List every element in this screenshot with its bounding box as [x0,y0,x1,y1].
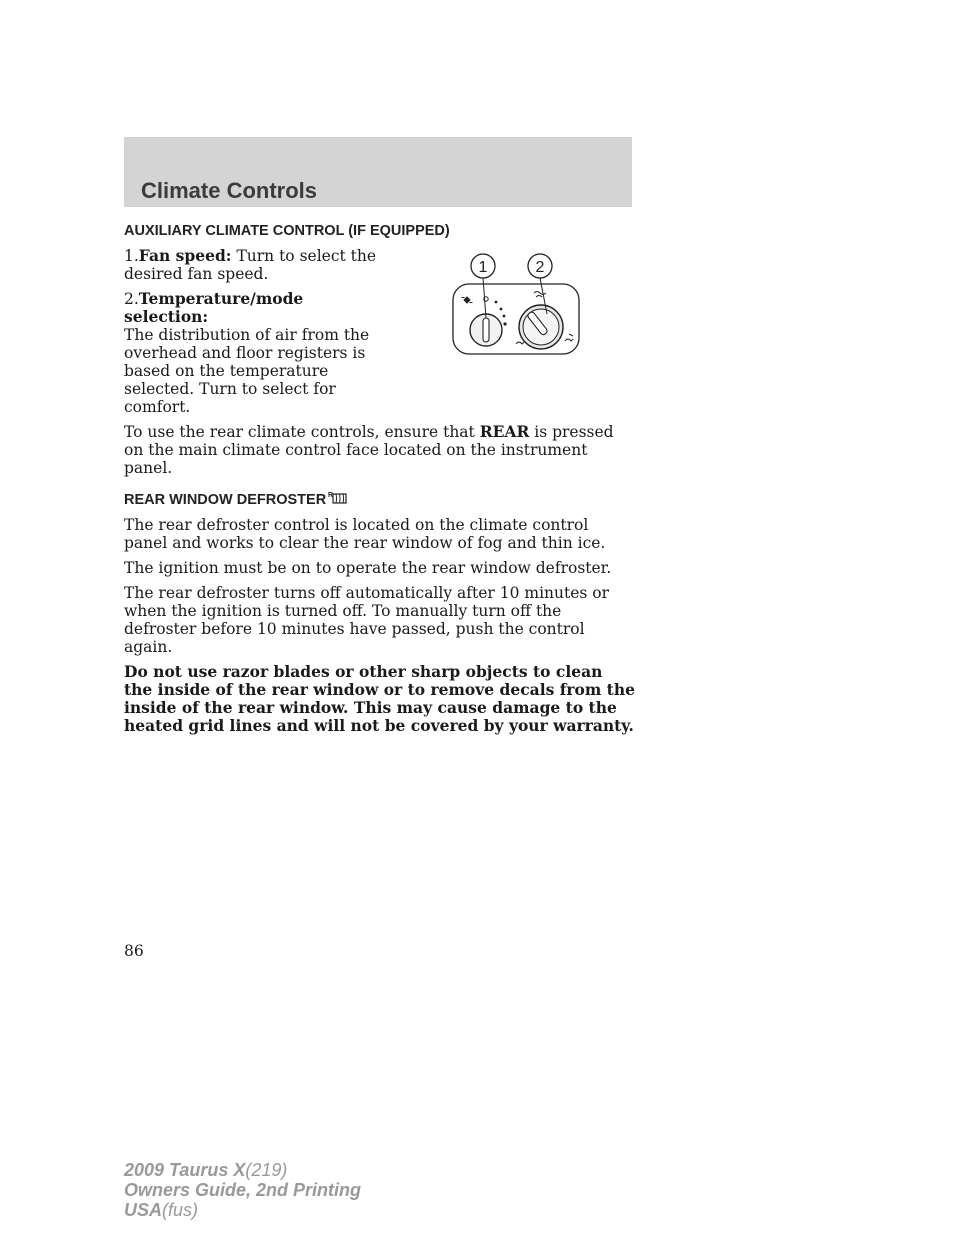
rear-defroster-heading-text: REAR WINDOW DEFROSTER [124,492,327,508]
footer-line-3 [124,1200,361,1220]
defroster-paragraph-3: The rear defroster turns off automatically after 10 minutes or when the ignition is turned off. To manually turn off the defroster before 10 minutes have passed, push the control again. [124,584,610,656]
footer [124,1160,361,1220]
item-number: 2. [124,290,139,308]
aux-climate-heading: AUXILIARY CLIMATE CONTROL (IF EQUIPPED) [124,223,450,239]
callout-1-label: 1 [478,259,488,276]
rear-defrost-icon [328,490,348,506]
temperature-mode-item [124,290,392,416]
rear-defroster-heading [124,490,636,509]
fan-speed-text: Turn to select the desired fan speed. [124,247,377,283]
rear-para-text-end: is pressed on the main climate control face located on the instrument panel. [124,423,614,477]
fan-speed-dot-1 [495,301,498,304]
fan-speed-dot-3 [503,315,506,318]
section-title: Climate Controls [141,178,318,203]
fan-speed-item [124,247,392,283]
rear-controls-paragraph [124,423,636,477]
temperature-mode-label: Temperature/mode selection: [124,289,304,326]
item-number: 1. [124,247,139,265]
fan-speed-dot-2 [500,308,503,311]
rear-para-text: To use the rear climate controls, ensure that [124,423,480,441]
footer-line-2: Owners Guide, 2nd Printing [124,1180,362,1200]
footer-model: 2009 Taurus X [124,1160,246,1180]
rear-button-label: REAR [479,422,530,441]
aux-climate-control-figure [450,252,582,358]
defrost-icon-letter: R [328,492,334,499]
defroster-paragraph-2: The ignition must be on to operate the rear window defroster. [124,559,612,577]
fan-speed-label: Fan speed: [138,246,232,265]
page-number: 86 [124,942,144,960]
footer-market-code: (fus) [162,1200,199,1220]
callout-2-label: 2 [535,259,545,276]
defroster-warning-text: Do not use razor blades or other sharp objects to clean the inside of the rear window or to remove decals from the inside of the rear window. This may cause damage to the heated grid lines and will not be covered by your warranty. [124,662,635,735]
footer-line-1 [124,1160,361,1180]
fan-knob-pointer [483,318,489,342]
temperature-mode-text: The distribution of air from the overhead and floor registers is based on the temperature selected. Turn to select for comfort. [124,326,370,416]
fan-speed-dot-4 [503,322,506,325]
defroster-warning [124,663,636,735]
defroster-paragraph-1: The rear defroster control is located on the climate control panel and works to clear the rear window of fog and thin ice. [124,516,606,552]
footer-market: USA [124,1200,163,1220]
footer-model-code: (219) [245,1160,288,1180]
